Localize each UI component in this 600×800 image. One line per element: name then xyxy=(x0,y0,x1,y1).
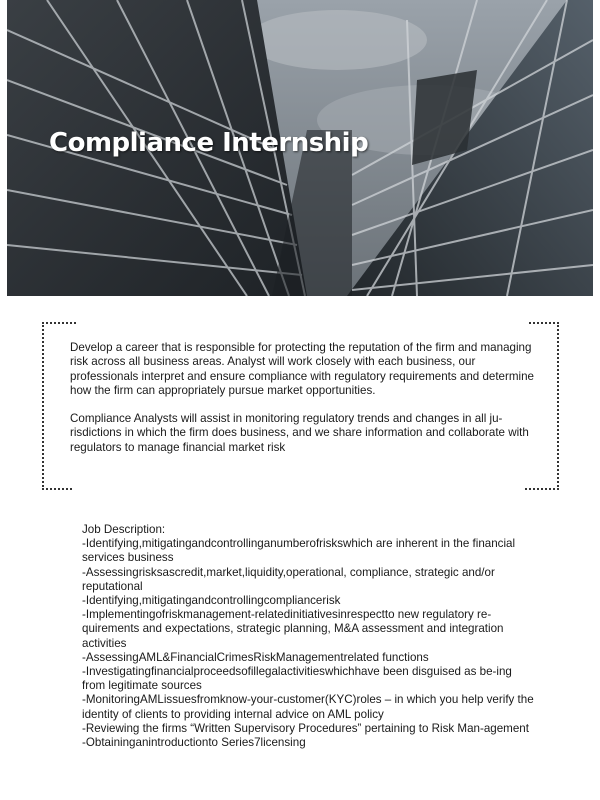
frame-corner xyxy=(42,322,76,324)
job-heading: Job Description: xyxy=(82,523,166,536)
intro-paragraph: Develop a career that is responsible for protecting the reputation of the firm and managing risk across all business areas. Analyst will work closely with each business, our professionals interpret and ensure compliance with regulatory requirements and determine how the firm can appropriately pursue market opportunities. xyxy=(70,341,534,397)
job-item: -AssessingAML&FinancialCrimesRiskManagementrelated functions xyxy=(82,650,429,664)
job-item: -Identifying,mitigatingandcontrollinganumberofriskswhich are inherent in the financial services business xyxy=(82,537,516,565)
frame-edge-left xyxy=(42,322,44,490)
page-title: Compliance Internship xyxy=(49,128,369,158)
frame-corner xyxy=(525,488,559,490)
job-item: -Identifying,mitigatingandcontrollingcompliancerisk xyxy=(82,594,341,608)
frame-corner xyxy=(42,488,72,490)
job-item: -Obtaininganintroductionto Series7licensing xyxy=(82,736,306,750)
intro-paragraph: Compliance Analysts will assist in monitoring regulatory trends and changes in all ju-risdictions in which the firm does business, and we share information and collaborate with regulators to manage financial market risk xyxy=(70,412,529,454)
job-item: -Investigatingfinancialproceedsofillegalactivitieswhichhave been disguised as be-ing from legitimate sources xyxy=(82,665,512,693)
frame-corner xyxy=(529,322,559,324)
job-item: -MonitoringAMLissuesfromknow-your-customer(KYC)roles – in which you help verify the identity of clients to providing internal advice on AML policy xyxy=(82,693,534,721)
job-item: -Reviewing the firms “Written Supervisory Procedures” pertaining to Risk Man-agement xyxy=(82,721,529,735)
intro-text xyxy=(70,341,540,469)
hero-banner xyxy=(7,0,593,296)
job-item: -Assessingrisksascredit,market,liquidity,operational, compliance, strategic and/or reputational xyxy=(82,565,495,593)
job-item: -Implementingofriskmanagement-relatedinitiativesinrespectto new regulatory re-quirements and expectations, strategic planning, M&A assessment and integration activities xyxy=(82,608,504,650)
job-description xyxy=(82,523,537,750)
frame-edge-right xyxy=(557,322,559,490)
